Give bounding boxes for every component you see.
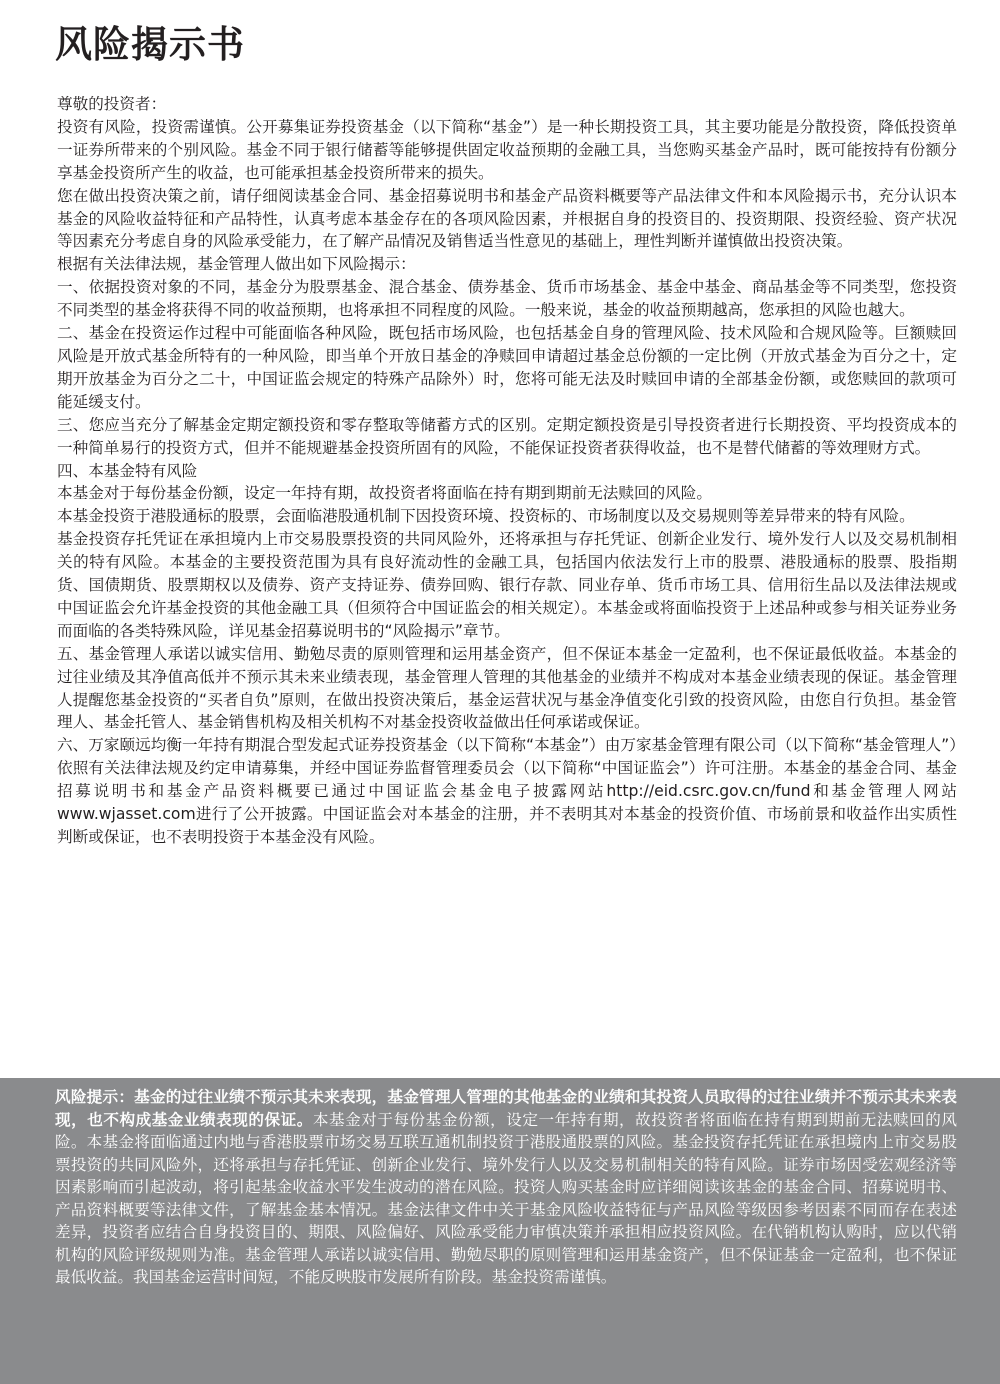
- disclosure-body: [57, 93, 957, 849]
- decision-advice-paragraph: 您在做出投资决策之前，请仔细阅读基金合同、基金招募说明书和基金产品资料概要等产品法律文件和本风险揭示书，充分认识本基金的风险收益特征和产品特性，认真考虑本基金存在的各项风险因素，并根据自身的投资目的、投资期限、投资经验、资产状况等因素充分考虑自身的风险承受能力，在了解产品情况及销售适当性意见的基础上，理性判断并谨慎做出投资决策。: [57, 186, 957, 251]
- page-title: 风险揭示书: [55, 23, 245, 66]
- risk-warning-regular: 本基金对于每份基金份额，设定一年持有期，故投资者将面临在持有期到期前无法赎回的风险。本基金将面临通过内地与香港股票市场交易互联互通机制投资于港股通股票的风险。基金投资存托凭证在承担境内上市交易股票投资的共同风险外，还将承担与存托凭证、创新企业发行、境外发行人以及交易机制相关的特有风险。证券市场因受宏观经济等因素影响而引起波动，将引起基金收益水平发生波动的潜在风险。投资人购买基金时应详细阅读该基金的基金合同、招募说明书、产品资料概要等法律文件，了解基金基本情况。基金法律文件中关于基金风险收益特征与产品风险等级因参考因素不同而存在表述差异，投资者应结合自身投资目的、期限、风险偏好、风险承受能力审慎决策并承担相应投资风险。在代销机构认购时，应以代销机构的风险评级规则为准。基金管理人承诺以诚实信用、勤勉尽职的原则管理和运用基金资产，但不保证基金一定盈利，也不保证最低收益。我国基金运营时间短，不能反映股市发展所有阶段。基金投资需谨慎。: [55, 1110, 957, 1286]
- section-six-paragraph: 六、万家颐远均衡一年持有期混合型发起式证券投资基金（以下简称“本基金”）由万家基金管理有限公司（以下简称“基金管理人”）依照有关法律法规及约定申请募集，并经中国证券监督管理委员会（以下简称“中国证监会”）许可注册。本基金的基金合同、基金招募说明书和基金产品资料概要已通过中国证监会基金电子披露网站http://eid.csrc.gov.cn/fund和基金管理人网站www.wjasset.com进行了公开披露。中国证监会对本基金的注册，并不表明其对本基金的投资价值、市场前景和收益作出实质性判断或保证，也不表明投资于本基金没有风险。: [57, 736, 957, 846]
- risk-warning-footer: [0, 1078, 1000, 1384]
- section-one-paragraph: 一、依据投资对象的不同，基金分为股票基金、混合基金、债券基金、货币市场基金、基金中基金、商品基金等不同类型，您投资不同类型的基金将获得不同的收益预期，也将承担不同程度的风险。一般来说，基金的收益预期越高，您承担的风险也越大。: [57, 278, 957, 320]
- risk-warning-bold: 风险提示：基金的过往业绩不预示其未来表现，基金管理人管理的其他基金的业绩和其投资人员取得的过往业绩并不预示其未来表现，也不构成基金业绩表现的保证。: [55, 1088, 957, 1129]
- section-five-paragraph: 五、基金管理人承诺以诚实信用、勤勉尽责的原则管理和运用基金资产，但不保证本基金一定盈利，也不保证最低收益。本基金的过往业绩及其净值高低并不预示其未来业绩表现，基金管理人管理的其他基金的业绩并不构成对本基金业绩表现的保证。基金管理人提醒您基金投资的“买者自负”原则，在做出投资决策后，基金运营状况与基金净值变化引致的投资风险，由您自行负担。基金管理人、基金托管人、基金销售机构及相关机构不对基金投资收益做出任何承诺或保证。: [57, 644, 957, 732]
- section-three-paragraph: 三、您应当充分了解基金定期定额投资和零存整取等储蓄方式的区别。定期定额投资是引导投资者进行长期投资、平均投资成本的一种简单易行的投资方式，但并不能规避基金投资所固有的风险，不能保证投资者获得收益，也不是替代储蓄的等效理财方式。: [57, 415, 957, 457]
- risk-warning-text: [55, 1086, 957, 1289]
- depositary-receipt-paragraph: 基金投资存托凭证在承担境内上市交易股票投资的共同风险外，还将承担与存托凭证、创新企业发行、境外发行人以及交易机制相关的特有风险。本基金的主要投资范围为具有良好流动性的金融工具，包括国内依法发行上市的股票、港股通标的股票、股指期货、国债期货、股票期权以及债券、资产支持证券、债券回购、银行存款、同业存单、货币市场工具、信用衍生品以及法律法规或中国证监会允许基金投资的其他金融工具（但须符合中国证监会的相关规定）。本基金或将面临投资于上述品种或参与相关证券业务而面临的各类特殊风险，详见基金招募说明书的“风险揭示”章节。: [57, 530, 957, 640]
- section-two-paragraph: 二、基金在投资运作过程中可能面临各种风险，既包括市场风险，也包括基金自身的管理风险、技术风险和合规风险等。巨额赎回风险是开放式基金所特有的一种风险，即当单个开放日基金的净赎回申请超过基金总份额的一定比例（开放式基金为百分之十，定期开放基金为百分之二十，中国证监会规定的特殊产品除外）时，您将可能无法及时赎回申请的全部基金份额，或您赎回的款项可能延缓支付。: [57, 324, 957, 411]
- hk-connect-paragraph: 本基金投资于港股通标的股票，会面临港股通机制下因投资环境、投资标的、市场制度以及交易规则等差异带来的特有风险。: [57, 507, 915, 526]
- section-four-heading: 四、本基金特有风险: [57, 461, 198, 480]
- holding-period-paragraph: 本基金对于每份基金份额，设定一年持有期，故投资者将面临在持有期到期前无法赎回的风险。: [57, 484, 712, 503]
- intro-paragraph: 投资有风险，投资需谨慎。公开募集证券投资基金（以下简称“基金”）是一种长期投资工具，其主要功能是分散投资，降低投资单一证券所带来的个别风险。基金不同于银行储蓄等能够提供固定收益预期的金融工具，当您购买基金产品时，既可能按持有份额分享基金投资所产生的收益，也可能承担基金投资所带来的损失。: [57, 117, 957, 182]
- disclosure-lead-paragraph: 根据有关法律法规，基金管理人做出如下风险揭示：: [57, 255, 416, 274]
- greeting-paragraph: 尊敬的投资者：: [57, 95, 167, 113]
